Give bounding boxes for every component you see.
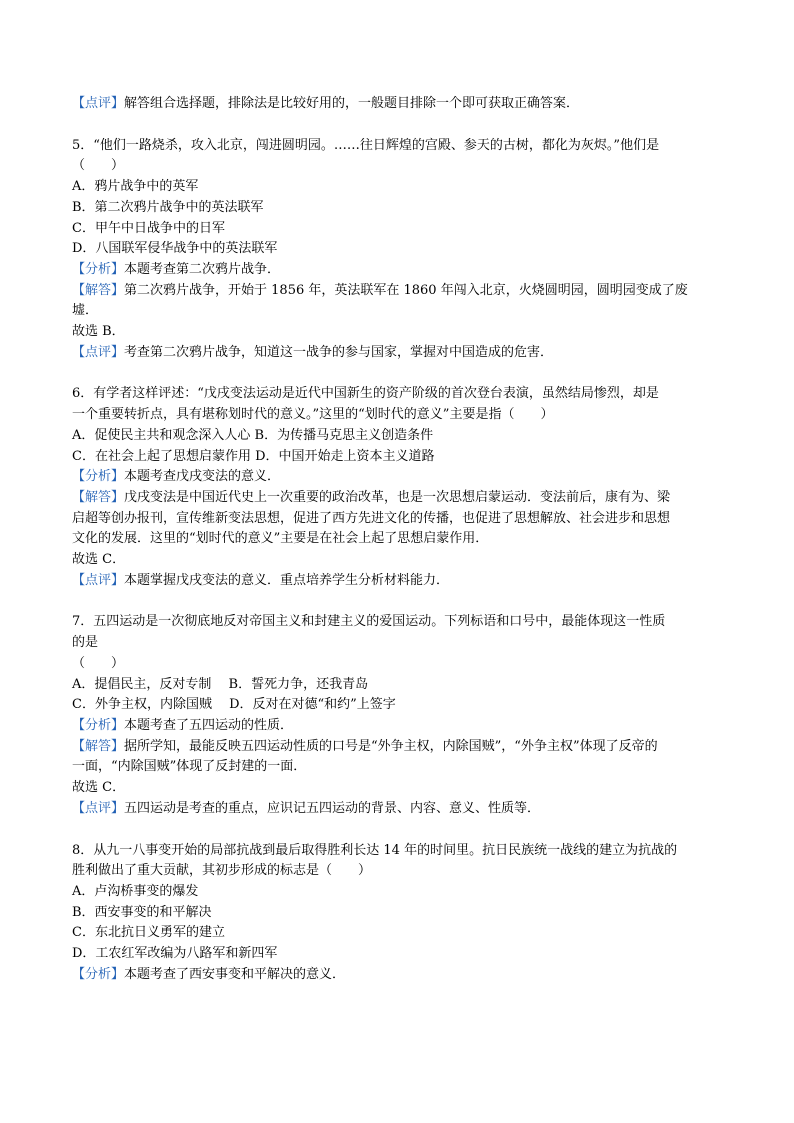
q5-option-d: D．八国联军侵华战争中的英法联军 xyxy=(72,241,278,257)
analysis-tag: 【分析】 xyxy=(72,469,125,485)
analysis-tag: 【分析】 xyxy=(72,261,125,277)
comment-tag: 【点评】 xyxy=(72,572,125,588)
q8-option-a: A．卢沟桥事变的爆发 xyxy=(72,883,199,899)
analysis-tag: 【分析】 xyxy=(72,717,125,733)
q7-answer-cont: 一面，“内除国贼”体现了反封建的一面． xyxy=(72,759,307,775)
answer-tag: 【解答】 xyxy=(72,738,125,754)
comment-tag: 【点评】 xyxy=(72,96,125,111)
q8-option-d: D．工农红军改编为八路军和新四军 xyxy=(72,946,278,962)
q7-answer: 【解答】据所学知，最能反映五四运动性质的口号是“外争主权，内除国贼”，“外争主权”体现了反帝的 xyxy=(72,738,658,754)
q8-analysis: 【分析】本题考查了西安事变和平解决的意义． xyxy=(72,966,346,982)
q8-stem-line-2: 胜利做出了重大贡献，其初步形成的标志是（ ） xyxy=(72,863,372,879)
q8-stem-line-1: 8．从九一八事变开始的局部抗战到最后取得胜利长达 14 年的时间里。抗日民族统一战线的建立为抗战的 xyxy=(72,842,678,858)
q6-answer-cont-2: 文化的发展．这里的“划时代的意义”主要是在社会上起了思想启蒙作用． xyxy=(72,531,489,547)
q5-stem-line-2: （ ） xyxy=(72,158,125,174)
q5-option-a: A．鸦片战争中的英军 xyxy=(72,179,199,195)
q8-option-c: C．东北抗日义勇军的建立 xyxy=(72,925,225,941)
analysis-tag: 【分析】 xyxy=(72,966,125,982)
q7-options-ab: A．提倡民主，反对专制 B．誓死力争，还我青岛 xyxy=(72,676,369,692)
q7-stem-line-1: 7．五四运动是一次彻底地反对帝国主义和封建主义的爱国运动。下列标语和口号中，最能体现这一性质 xyxy=(72,614,666,630)
q5-choice: 故选 B． xyxy=(72,324,125,340)
q6-options-cd: C．在社会上起了思想启蒙作用 D．中国开始走上资本主义道路 xyxy=(72,448,435,464)
q7-stem-line-3: （ ） xyxy=(72,655,125,671)
q5-option-b: B．第二次鸦片战争中的英法联军 xyxy=(72,199,264,215)
q6-comment: 【点评】本题掌握戊戌变法的意义．重点培养学生分析材料能力． xyxy=(72,572,450,588)
q6-answer-cont-1: 启超等创办报刊，宣传维新变法思想，促进了西方先进文化的传播，也促进了思想解放、社会进步和思想 xyxy=(72,510,671,526)
q4-comment: 【点评】解答组合选择题，排除法是比较好用的，一般题目排除一个即可获取正确答案． xyxy=(72,96,580,111)
q7-comment: 【点评】五四运动是考查的重点，应识记五四运动的背景、内容、意义、性质等． xyxy=(72,800,541,816)
q5-analysis: 【分析】本题考查第二次鸦片战争． xyxy=(72,261,281,277)
document-page xyxy=(72,94,722,985)
q7-choice: 故选 C． xyxy=(72,780,126,796)
comment-tag: 【点评】 xyxy=(72,344,125,360)
q5-comment: 【点评】考查第二次鸦片战争，知道这一战争的参与国家，掌握对中国造成的危害． xyxy=(72,344,554,360)
q5-answer-cont: 墟． xyxy=(72,303,99,319)
q5-option-c: C．甲午中日战争中的日军 xyxy=(72,220,225,236)
q8-option-b: B．西安事变的和平解决 xyxy=(72,904,212,920)
q6-options-ab: A．促使民主共和观念深入人心 B．为传播马克思主义创造条件 xyxy=(72,427,434,443)
q7-options-cd: C．外争主权，内除国贼 D．反对在对德“和约”上签字 xyxy=(72,697,396,713)
q6-analysis: 【分析】本题考查戊戌变法的意义． xyxy=(72,469,281,485)
answer-tag: 【解答】 xyxy=(72,489,125,505)
q5-stem-line-1: 5．“他们一路烧杀，攻入北京，闯进圆明园。……往日辉煌的宫殿、参天的古树，都化为灰烬。”他们是 xyxy=(72,137,660,153)
q7-stem-line-2: 的是 xyxy=(72,635,99,651)
q6-stem-line-2: 一个重要转折点，具有堪称划时代的意义。”这里的“划时代的意义”主要是指（ ） xyxy=(72,407,554,423)
q5-answer: 【解答】第二次鸦片战争，开始于 1856 年，英法联军在 1860 年闯入北京，火烧圆明园，圆明园变成了废 xyxy=(72,282,688,298)
q6-choice: 故选 C． xyxy=(72,552,126,568)
comment-tag: 【点评】 xyxy=(72,800,125,816)
q7-analysis: 【分析】本题考查了五四运动的性质． xyxy=(72,717,294,733)
answer-tag: 【解答】 xyxy=(72,282,125,298)
q6-answer: 【解答】戊戌变法是中国近代史上一次重要的政治改革，也是一次思想启蒙运动．变法前后，康有为、梁 xyxy=(72,489,671,505)
q6-stem-line-1: 6．有学者这样评述：“戊戌变法运动是近代中国新生的资产阶级的首次登台表演，虽然结局惨烈，却是 xyxy=(72,386,659,402)
